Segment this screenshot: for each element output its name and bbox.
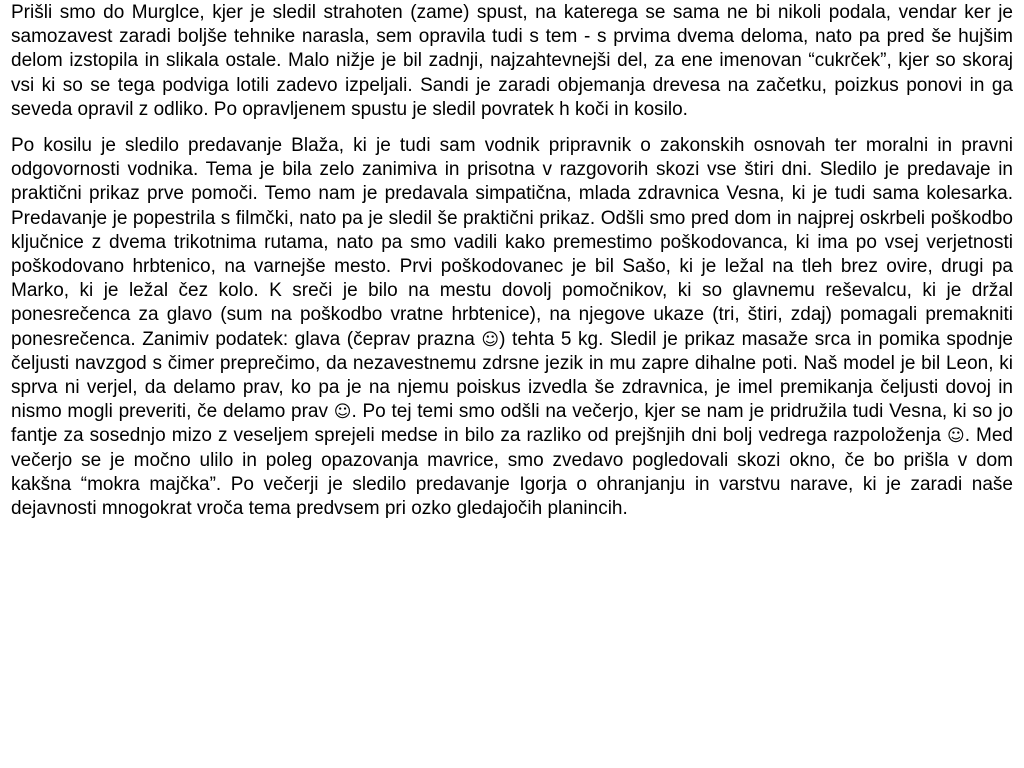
smiley-icon: ☺ bbox=[481, 329, 500, 350]
document-page bbox=[11, 0, 1013, 521]
paragraph-text: . Med večerjo se je močno ulilo in poleg opazovanja mavrice, smo zvedavo pogledovali skozi okno, če bo prišla v dom kakšna “mokra majčka”. Po večerji je sledilo predavanje Igorja o ohranjanju in varstvu narave, ki je zaradi naše dejavnosti mnogokrat vroča tema predvsem pri ozko gledajočih planincih. bbox=[11, 425, 1013, 520]
paragraph-text: . Po tej temi smo odšli na večerjo, kjer se nam je pridružila tudi Vesna, ki so jo fantje za sosednjo mizo z veseljem sprejeli medse in bilo za razliko od prejšnjih dni bolj vedrega razpoloženja bbox=[11, 401, 1013, 447]
paragraph-text: Po kosilu je sledilo predavanje Blaža, ki je tudi sam vodnik pripravnik o zakonskih osnovah ter moralni in pravni odgovornosti vodnika. Tema je bila zelo zanimiva in prisotna v razgovorih skozi vse štiri dni. Sledilo je predavaje in praktični prikaz prve pomoči. Temo nam je predavala simpatična, mlada zdravnica Vesna, ki je tudi sama kolesarka. Predavanje je popestrila s filmčki, nato pa je sledil še praktični prikaz. Odšli smo pred dom in najprej oskrbeli poškodbo ključnice z dvema trikotnima rutama, nato pa smo vadili kako premestimo poškodovanca, ki ima po vsej verjetnosti poškodovano hrbtenico, na varnejše mesto. Prvi poškodovanec je bil Sašo, ki je ležal na tleh brez ovire, drugi pa Marko, ki je ležal čez kolo. K sreči je bilo na mestu dovolj pomočnikov, ki so glavnemu reševalcu, ki je držal ponesrečenca za glavo (sum na poškodbo vratne hrbtenice), na njegove ukaze (tri, štiri, zdaj) pomagali premakniti ponesrečenca. Zanimiv podatek: glava (čeprav prazna bbox=[11, 135, 1013, 350]
smiley-icon: ☺ bbox=[946, 426, 965, 447]
paragraph bbox=[11, 134, 1013, 521]
smiley-icon: ☺ bbox=[333, 402, 352, 423]
paragraph-text: ) tehta 5 kg. Sledil je prikaz masaže srca in pomika spodnje čeljusti navzgod s čimer preprečimo, da nezavestnemu zdrsne jezik in mu zapre dihalne poti. Naš model je bil Leon, ki sprva ni verjel, da delamo prav, ko pa je na njemu poiskus izvedla še zdravnica, je imel premikanja čeljusti dovoj in nismo mogli preveriti, če delamo prav bbox=[11, 328, 1013, 423]
paragraph: Prišli smo do Murglce, kjer je sledil strahoten (zame) spust, na katerega se sama ne bi nikoli podala, vendar ker je samozavest zaradi boljše tehnike narasla, sem opravila tudi s tem - s prvima dvema deloma, nato pa pred še hujšim delom izstopila in slikala ostale. Malo nižje je bil zadnji, najzahtevnejši del, za ene imenovan “cukrček”, kjer so skoraj vsi ki so se tega podviga lotili zadevo izpeljali. Sandi je zaradi objemanja drevesa na začetku, poizkus ponovi in ga seveda opravil z odliko. Po opravljenem spustu je sledil povratek h koči in kosilo. bbox=[11, 2, 1013, 120]
